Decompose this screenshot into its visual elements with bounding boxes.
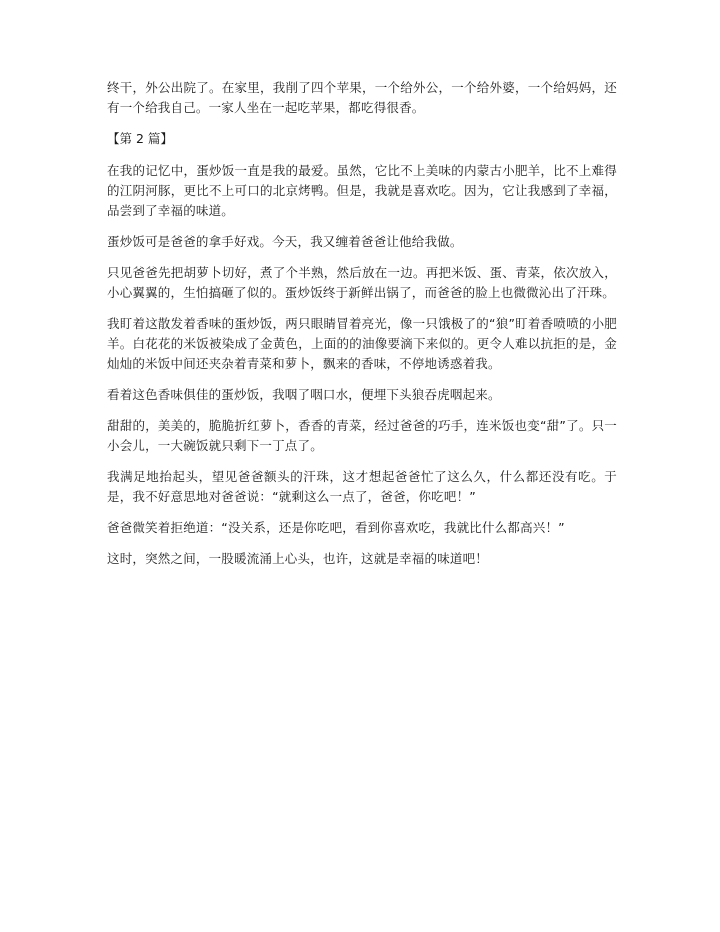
- paragraph-9: 爸爸微笑着拒绝道：“没关系，还是你吃吧，看到你喜欢吃，我就比什么都高兴！”: [107, 520, 565, 535]
- paragraph-7: 甜甜的，美美的，脆脆折红萝卜，香香的青菜，经过爸爸的巧手，连米饭也变“甜”了。只一小会儿，一大碗饭就只剩下一丁点了。: [107, 418, 617, 453]
- paragraph-10: 这时，突然之间，一股暖流涌上心头，也许，这就是幸福的味道吧！: [107, 551, 489, 566]
- paragraph-3: 蛋炒饭可是爸爸的拿手好戏。今天，我又缠着爸爸让他给我做。: [107, 234, 463, 249]
- paragraph-5: 我盯着这散发着香味的蛋炒饭，两只眼睛冒着亮光，像一只饿极了的“狼”盯着香喷喷的小肥羊。白花花的米饭被染成了金黄色，上面的的油像要滴下来似的。更令人难以抗拒的是，金灿灿的米饭中间还夹杂着青菜和萝卜，飘来的香味，不停地诱惑着我。: [107, 316, 617, 371]
- paragraph-8: 我满足地抬起头，望见爸爸额头的汗珠，这才想起爸爸忙了这么久，什么都还没有吃。于是，我不好意思地对爸爸说：“就剩这么一点了，爸爸，你吃吧！”: [107, 469, 617, 504]
- paragraph-4: 只见爸爸先把胡萝卜切好，煮了个半熟，然后放在一边。再把米饭、蛋、青菜，依次放入，小心翼翼的，生怕搞砸了似的。蛋炒饭终于新鲜出锅了，而爸爸的脸上也微微沁出了汗珠。: [107, 265, 617, 300]
- section-heading: 【第 2 篇】: [107, 131, 173, 146]
- paragraph-2: 在我的记忆中，蛋炒饭一直是我的最爱。虽然，它比不上美味的内蒙古小肥羊，比不上难得的江阴河豚，更比不上可口的北京烤鸭。但是，我就是喜欢吃。因为，它让我感到了幸福，品尝到了幸福的味道。: [107, 163, 617, 218]
- paragraph-6: 看着这色香味俱佳的蛋炒饭，我咽了咽口水，便埋下头狼吞虎咽起来。: [107, 387, 501, 402]
- paragraph-1: 终干，外公出院了。在家里，我削了四个苹果，一个给外公，一个给外婆，一个给妈妈，还有一个给我自己。一家人坐在一起吃苹果，都吃得很香。: [107, 80, 617, 115]
- document-body: [107, 78, 617, 580]
